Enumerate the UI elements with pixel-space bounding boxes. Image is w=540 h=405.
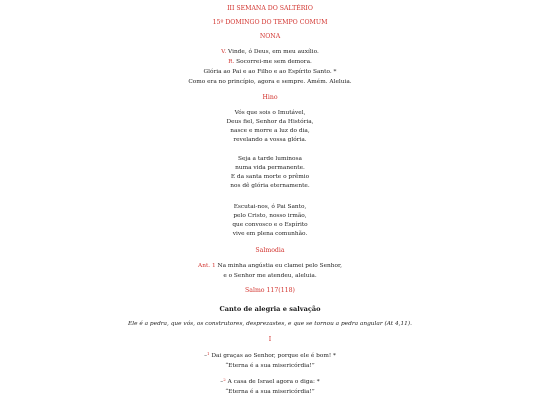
psalm-title: Salmo 117(118) (245, 287, 295, 294)
psalm-verse (0, 352, 540, 360)
hymn-line: E da santa morte o prêmio (230, 174, 310, 180)
verse-refrain: “Eterna é a sua misericórdia!” (225, 389, 315, 395)
antiphon-line-1 (0, 262, 540, 270)
versicle-text: Vinde, ó Deus, em meu auxílio. (228, 49, 319, 55)
hymn-title: Hino (262, 94, 278, 101)
verse-text: A casa de Israel agora o diga: * (227, 379, 320, 385)
antiphon-text: Na minha angústia eu clamei pelo Senhor, (217, 263, 342, 269)
hymn-line: revelando a vossa glória. (233, 137, 307, 143)
hymn-line: Escutai-nos, ó Pai Santo, (233, 204, 307, 210)
sicut-erat-line: Como era no princípio, agora e sempre. Amém. Aleluia. (188, 79, 352, 85)
hymn-line: Deus fiel, Senhor da História, (226, 119, 314, 125)
hymn-line: Seja a tarde luminosa (238, 156, 302, 162)
antiphon-line-2: e o Senhor me atendeu, aleluia. (223, 273, 317, 279)
response-mark: R. (228, 59, 235, 65)
verse-marker: – (220, 379, 224, 385)
versicle (0, 48, 540, 56)
response (0, 58, 540, 66)
psalm-subtitle: Canto de alegria e salvação (219, 305, 321, 313)
hour-heading: NONA (259, 33, 281, 40)
hymn-line: Vós que sois o Imutável, (234, 110, 306, 116)
hymn-line: pelo Cristo, nosso irmão, (233, 213, 307, 219)
hymn-line: nos dê glória eternamente. (230, 183, 310, 189)
verse-number: 1 (207, 351, 210, 356)
verse-text: Dai graças ao Senhor, porque ele é bom! * (211, 353, 336, 359)
hymn-line: vive em plena comunhão. (232, 231, 308, 237)
psalter-week-heading: III SEMANA DO SALTÉRIO (227, 5, 313, 12)
response-text: Socorrei-me sem demora. (236, 59, 312, 65)
psalmody-title: Salmodia (255, 247, 285, 254)
psalm-epigraph: Ele é a pedra, que vós, os construtores, desprezastes, e que se tornou a pedra angular (At 4,11). (128, 321, 412, 327)
psalm-verse (0, 378, 540, 386)
hymn-line: que convosco e o Espírito (232, 222, 308, 228)
sunday-heading: 15º DOMINGO DO TEMPO COMUM (212, 19, 328, 26)
versicle-mark: V. (221, 49, 227, 55)
verse-marker: – (204, 353, 207, 359)
verse-refrain: “Eterna é a sua misericórdia!” (225, 363, 315, 369)
hymn-line: nasce e morre a luz do dia, (230, 128, 310, 134)
antiphon-label: Ant. 1 (198, 263, 216, 269)
verse-number: 2 (223, 377, 226, 382)
psalm-section: I (268, 336, 272, 343)
hymn-line: numa vida permanente. (235, 165, 305, 171)
gloria-line: Glória ao Pai e ao Filho e ao Espírito Santo. * (203, 69, 337, 75)
